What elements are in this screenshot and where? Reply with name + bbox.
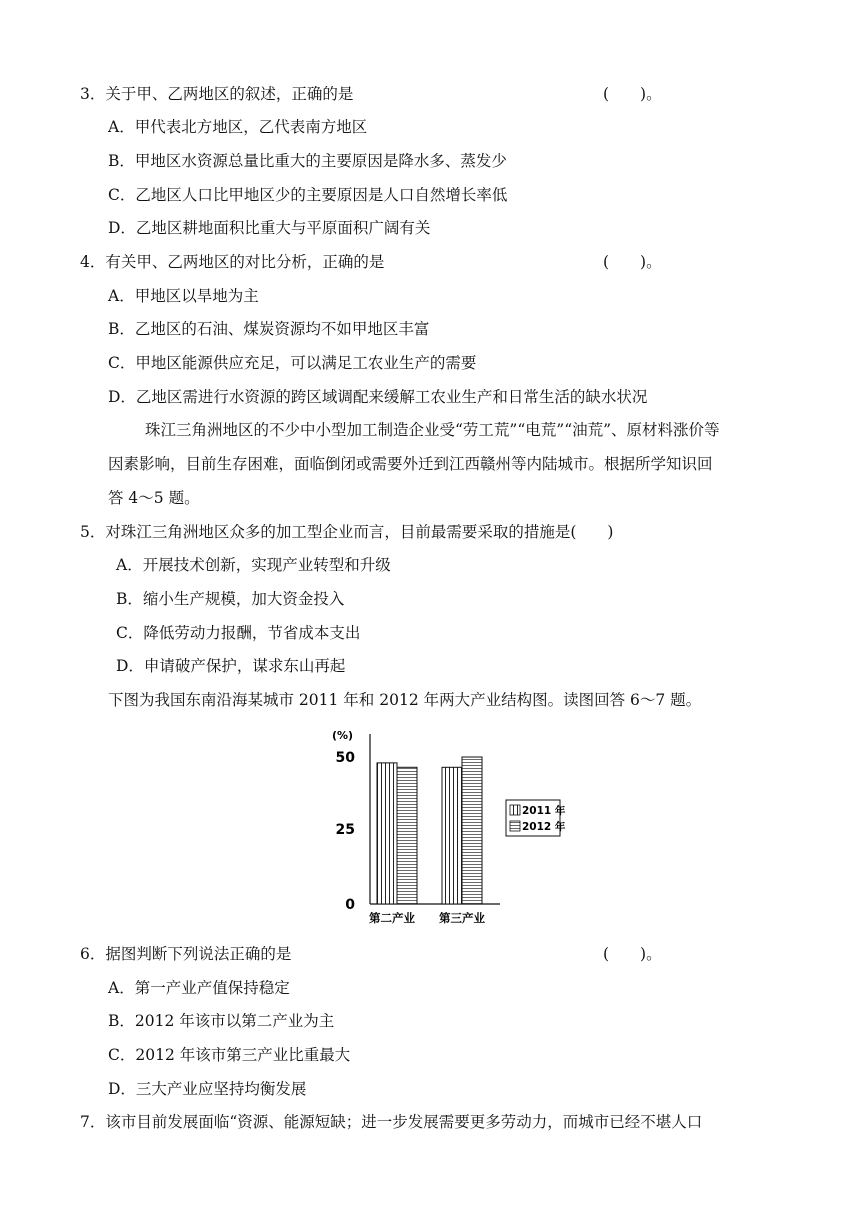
- figure-intro: 下图为我国东南沿海某城市 2011 年和 2012 年两大产业结构图。读图回答 6～7 题。: [108, 691, 702, 709]
- passage-line-1: 珠江三角洲地区的不少中小型加工制造企业受“劳工荒”“电荒”“油荒”、原材料涨价等: [145, 421, 720, 439]
- bar-tertiary-2011: [442, 767, 462, 904]
- y-axis-unit-label: (%): [332, 729, 354, 742]
- industry-structure-chart: [320, 722, 580, 932]
- question-4-stem: 4．有关甲、乙两地区的对比分析，正确的是: [80, 253, 385, 271]
- question-4-option-c: C．甲地区能源供应充足，可以满足工农业生产的需要: [108, 354, 477, 372]
- y-tick-label-0: 0: [345, 897, 355, 913]
- question-6-answer-paren: ( )。: [603, 945, 662, 963]
- y-tick-label-25: 25: [335, 822, 355, 838]
- question-3-option-c: C．乙地区人口比甲地区少的主要原因是人口自然增长率低: [108, 186, 508, 204]
- question-6-option-b: B．2012 年该市以第二产业为主: [108, 1012, 335, 1030]
- question-5-option-a: A．开展技术创新，实现产业转型和升级: [116, 556, 391, 574]
- question-4-answer-paren: ( )。: [603, 253, 662, 271]
- passage-line-2: 因素影响，目前生存困难，面临倒闭或需要外迁到江西赣州等内陆城市。根据所学知识回: [108, 455, 713, 473]
- question-7-stem: 7．该市目前发展面临“资源、能源短缺；进一步发展需要更多劳动力，而城市已经不堪人口: [80, 1113, 703, 1131]
- bar-tertiary-2012: [462, 757, 482, 904]
- question-5-option-d: D．申请破产保护，谋求东山再起: [116, 657, 346, 675]
- x-category-label-tertiary: 第三产业: [439, 911, 485, 925]
- question-6-option-d: D．三大产业应坚持均衡发展: [108, 1080, 307, 1098]
- question-5-stem: 5．对珠江三角洲地区众多的加工型企业而言，目前最需要采取的措施是( ): [80, 523, 614, 541]
- bar-secondary-2011: [377, 763, 397, 904]
- question-3-answer-paren: ( )。: [603, 85, 662, 103]
- question-3-option-b: B．甲地区水资源总量比重大的主要原因是降水多、蒸发少: [108, 152, 507, 170]
- question-5-option-c: C．降低劳动力报酬，节省成本支出: [116, 624, 361, 642]
- legend-label-2012: 2012 年: [522, 821, 566, 833]
- question-4-option-b: B．乙地区的石油、煤炭资源均不如甲地区丰富: [108, 320, 430, 338]
- legend: [506, 800, 566, 836]
- legend-swatch-2011: [510, 805, 520, 815]
- question-6-option-c: C．2012 年该市第三产业比重最大: [108, 1046, 351, 1064]
- passage-line-3: 答 4～5 题。: [108, 489, 200, 507]
- question-3-option-a: A．甲代表北方地区，乙代表南方地区: [108, 118, 368, 136]
- bar-secondary-2012: [397, 767, 417, 904]
- question-6-option-a: A．第一产业产值保持稳定: [108, 979, 290, 997]
- legend-label-2011: 2011 年: [522, 805, 566, 817]
- question-4-option-a: A．甲地区以旱地为主: [108, 287, 259, 305]
- question-5-option-b: B．缩小生产规模，加大资金投入: [116, 590, 345, 608]
- question-6-stem: 6．据图判断下列说法正确的是: [80, 945, 292, 963]
- y-tick-label-50: 50: [335, 750, 355, 766]
- legend-swatch-2012: [510, 821, 520, 831]
- question-3-stem: 3．关于甲、乙两地区的叙述，正确的是: [80, 85, 354, 103]
- question-3-option-d: D．乙地区耕地面积比重大与平原面积广阔有关: [108, 219, 431, 237]
- x-category-label-secondary: 第二产业: [369, 911, 415, 925]
- question-4-option-d: D．乙地区需进行水资源的跨区域调配来缓解工农业生产和日常生活的缺水状况: [108, 388, 648, 406]
